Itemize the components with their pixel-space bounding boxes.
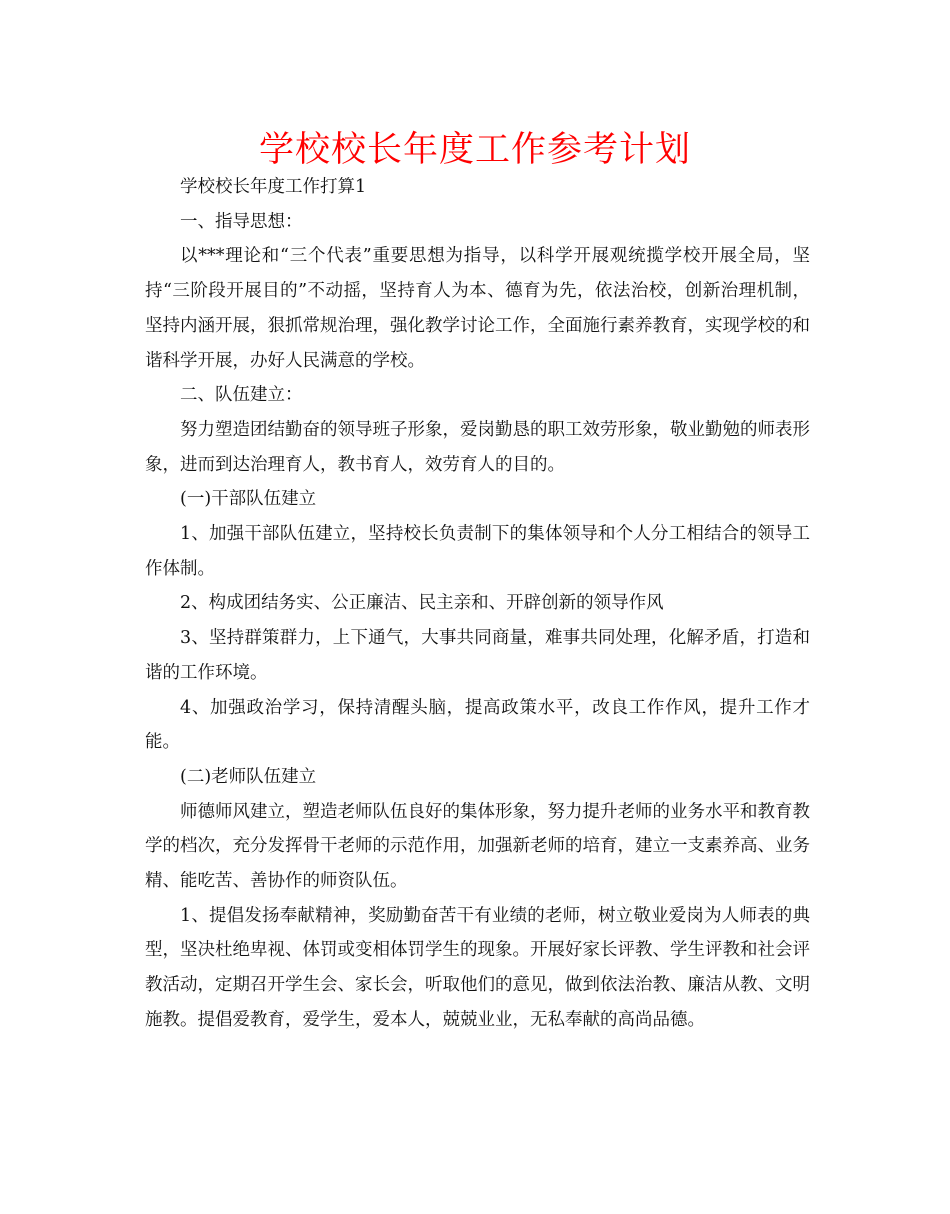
paragraph-team-building: 努力塑造团结勤奋的领导班子形象，爱岗勤恳的职工效劳形象，敬业勤勉的师表形象，进而到达治理育人，教书育人，效劳育人的目的。: [145, 419, 810, 475]
list-item-cadre-1: 1、加强干部队伍建立，坚持校长负责制下的集体领导和个人分工相结合的领导工作体制。: [145, 524, 810, 579]
list-item-cadre-2: 2、构成团结务实、公正廉洁、民主亲和、开辟创新的领导作风: [180, 593, 664, 614]
list-item-cadre-3: 3、坚持群策群力，上下通气，大事共同商量，难事共同处理，化解矛盾，打造和谐的工作环境。: [145, 628, 810, 683]
document-body: [145, 170, 810, 1038]
section-heading-guiding-thought: 一、指导思想：: [180, 211, 303, 232]
section-heading-team-building: 二、队伍建立：: [180, 385, 303, 406]
list-item-teacher-1: 1、提倡发扬奉献精神，奖励勤奋苦干有业绩的老师，树立敬业爱岗为人师表的典型，坚决杜绝卑视、体罚或变相体罚学生的现象。开展好家长评教、学生评教和社会评教活动，定期召开学生会、家长会，听取他们的意见，做到依法治教、廉洁从教、文明施教。提倡爱教育，爱学生，爱本人，兢兢业业，无私奉献的高尚品德。: [145, 905, 810, 1030]
subsection-heading-cadre-team: (一)干部队伍建立: [180, 489, 317, 510]
paragraph-teacher-ethics: 师德师风建立，塑造老师队伍良好的集体形象，努力提升老师的业务水平和教育教学的档次，充分发挥骨干老师的示范作用，加强新老师的培育，建立一支素养高、业务精、能吃苦、善协作的师资队伍。: [145, 801, 810, 892]
plan-subtitle: 学校校长年度工作打算1: [180, 177, 367, 197]
list-item-cadre-4: 4、加强政治学习，保持清醒头脑，提高政策水平，改良工作作风，提升工作才能。: [145, 697, 810, 753]
subsection-heading-teacher-team: (二)老师队伍建立: [180, 766, 317, 787]
paragraph-guiding-thought: 以***理论和“三个代表”重要思想为指导，以科学开展观统揽学校开展全局，坚持“三阶段开展目的”不动摇，坚持育人为本、德育为先，依法治校，创新治理机制，坚持内涵开展，狠抓常规治理，强化教学讨论工作，全面施行素养教育，实现学校的和谐科学开展，办好人民满意的学校。: [145, 246, 810, 371]
document-title: 学校校长年度工作参考计划: [258, 130, 691, 170]
